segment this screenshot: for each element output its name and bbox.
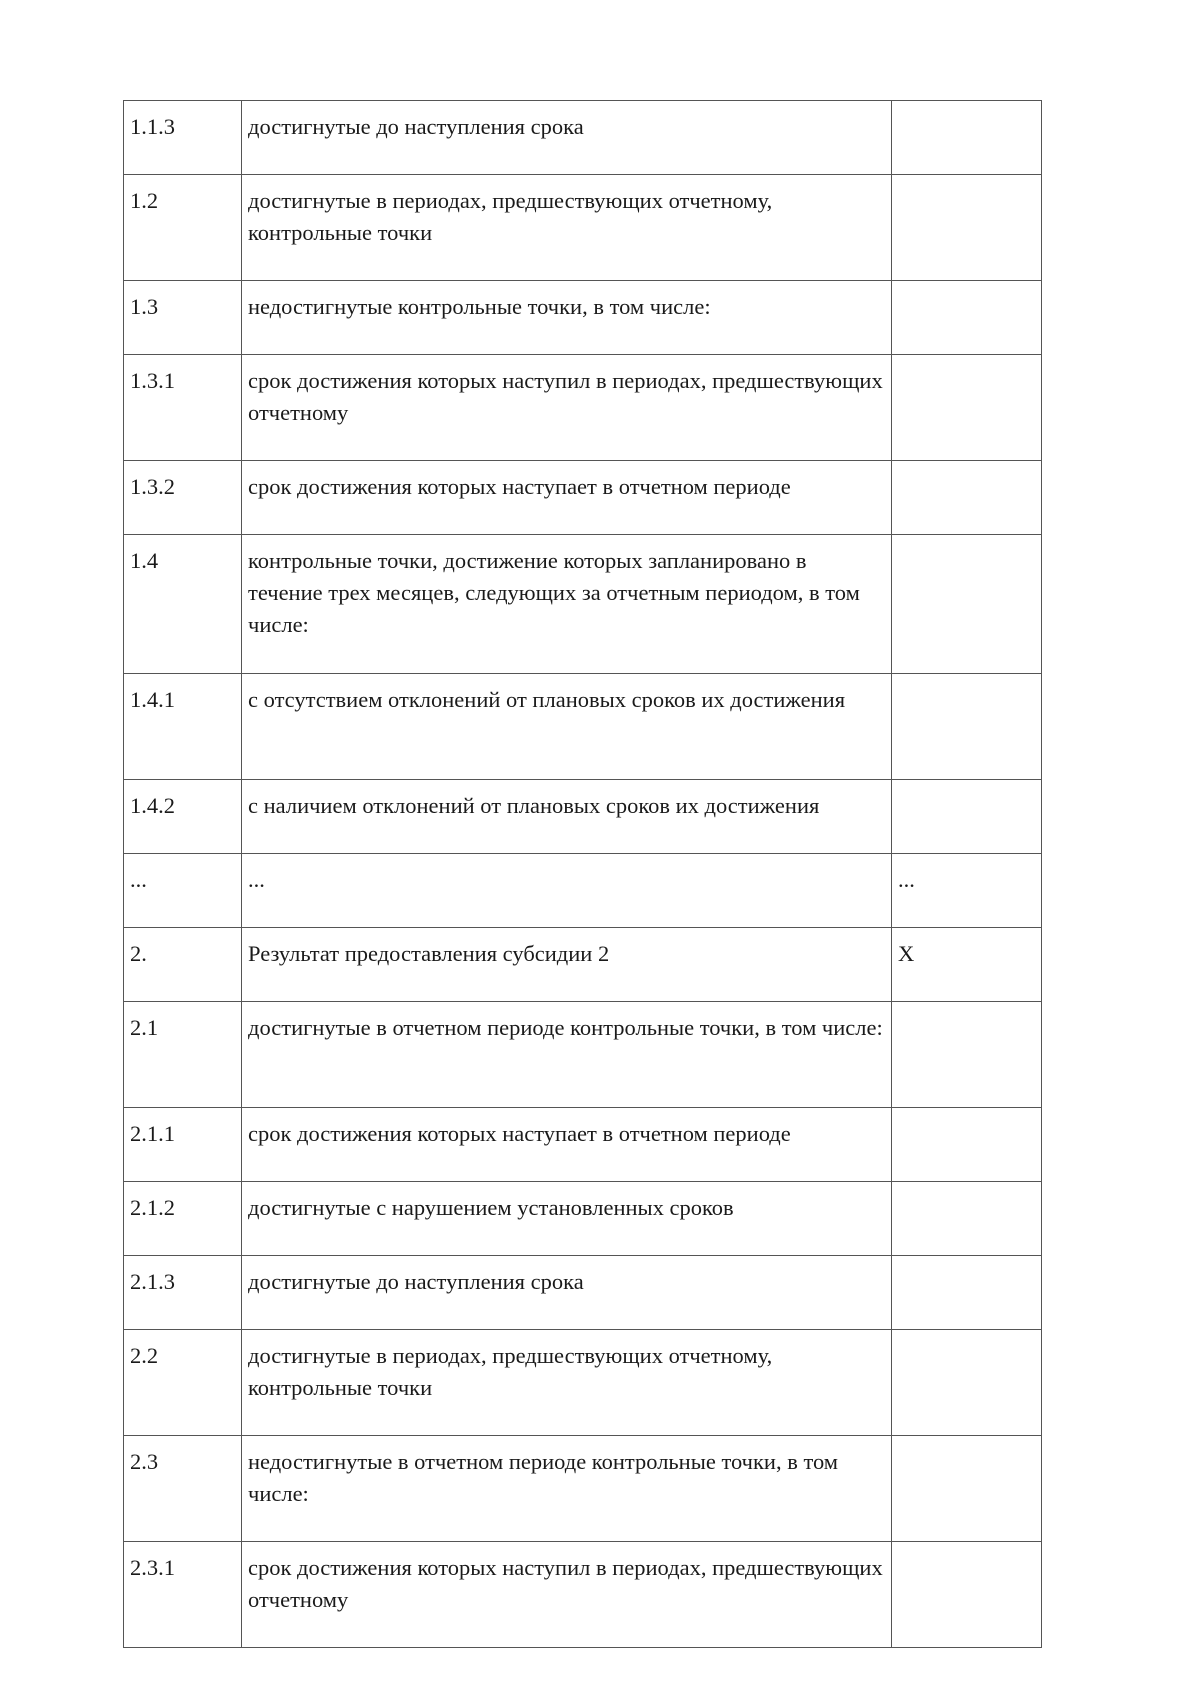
- row-value-cell: [892, 1330, 1042, 1436]
- row-description-cell: достигнутые в периодах, предшествующих отчетному, контрольные точки: [242, 175, 892, 281]
- row-description-cell: срок достижения которых наступает в отчетном периоде: [242, 1108, 892, 1182]
- row-description-cell: достигнутые до наступления срока: [242, 101, 892, 175]
- row-number-cell: 1.4.2: [124, 780, 242, 854]
- row-value-cell: [892, 461, 1042, 535]
- row-description-cell: срок достижения которых наступает в отчетном периоде: [242, 461, 892, 535]
- row-value-cell: [892, 1108, 1042, 1182]
- row-value-cell: X: [892, 928, 1042, 1002]
- table-row: [124, 1108, 1042, 1182]
- row-value-cell: [892, 1256, 1042, 1330]
- row-description-cell: недостигнутые контрольные точки, в том числе:: [242, 281, 892, 355]
- row-value-cell: [892, 1542, 1042, 1648]
- row-number-cell: 2.1.3: [124, 1256, 242, 1330]
- row-number-cell: 2.1: [124, 1002, 242, 1108]
- row-description-cell: достигнутые с нарушением установленных сроков: [242, 1182, 892, 1256]
- row-value-cell: [892, 780, 1042, 854]
- row-value-cell: [892, 1436, 1042, 1542]
- row-number-cell: 1.3.1: [124, 355, 242, 461]
- row-description-cell: Результат предоставления субсидии 2: [242, 928, 892, 1002]
- row-value-cell: [892, 281, 1042, 355]
- row-value-cell: ...: [892, 854, 1042, 928]
- row-value-cell: [892, 355, 1042, 461]
- row-number-cell: 1.3: [124, 281, 242, 355]
- table-row: [124, 461, 1042, 535]
- row-number-cell: 1.4: [124, 535, 242, 674]
- row-number-cell: 2.1.1: [124, 1108, 242, 1182]
- row-value-cell: [892, 1182, 1042, 1256]
- row-number-cell: 2.3: [124, 1436, 242, 1542]
- row-number-cell: 2.2: [124, 1330, 242, 1436]
- table-row: [124, 355, 1042, 461]
- row-description-cell: срок достижения которых наступил в периодах, предшествующих отчетному: [242, 1542, 892, 1648]
- row-number-cell: 2.3.1: [124, 1542, 242, 1648]
- table-row: [124, 535, 1042, 674]
- row-value-cell: [892, 535, 1042, 674]
- row-description-cell: недостигнутые в отчетном периоде контрольные точки, в том числе:: [242, 1436, 892, 1542]
- row-description-cell: с наличием отклонений от плановых сроков их достижения: [242, 780, 892, 854]
- row-number-cell: 1.3.2: [124, 461, 242, 535]
- table-row: [124, 1330, 1042, 1436]
- row-number-cell: 2.1.2: [124, 1182, 242, 1256]
- row-description-cell: достигнутые до наступления срока: [242, 1256, 892, 1330]
- row-number-cell: 2.: [124, 928, 242, 1002]
- table-row: [124, 175, 1042, 281]
- row-value-cell: [892, 1002, 1042, 1108]
- row-value-cell: [892, 101, 1042, 175]
- row-description-cell: контрольные точки, достижение которых запланировано в течение трех месяцев, следующих за отчетным периодом, в том числе:: [242, 535, 892, 674]
- row-number-cell: 1.4.1: [124, 674, 242, 780]
- control-points-table: [123, 100, 1042, 1648]
- table-row: [124, 780, 1042, 854]
- table-row: [124, 1182, 1042, 1256]
- table-row: [124, 854, 1042, 928]
- table-row: [124, 1436, 1042, 1542]
- table-row: [124, 281, 1042, 355]
- row-number-cell: 1.1.3: [124, 101, 242, 175]
- row-description-cell: достигнутые в отчетном периоде контрольные точки, в том числе:: [242, 1002, 892, 1108]
- table-row: [124, 101, 1042, 175]
- table-row: [124, 1256, 1042, 1330]
- table-row: [124, 928, 1042, 1002]
- table-row: [124, 1542, 1042, 1648]
- row-number-cell: 1.2: [124, 175, 242, 281]
- row-description-cell: достигнутые в периодах, предшествующих отчетному, контрольные точки: [242, 1330, 892, 1436]
- row-value-cell: [892, 674, 1042, 780]
- row-description-cell: срок достижения которых наступил в периодах, предшествующих отчетному: [242, 355, 892, 461]
- table-row: [124, 674, 1042, 780]
- row-description-cell: ...: [242, 854, 892, 928]
- table-row: [124, 1002, 1042, 1108]
- row-value-cell: [892, 175, 1042, 281]
- row-number-cell: ...: [124, 854, 242, 928]
- row-description-cell: с отсутствием отклонений от плановых сроков их достижения: [242, 674, 892, 780]
